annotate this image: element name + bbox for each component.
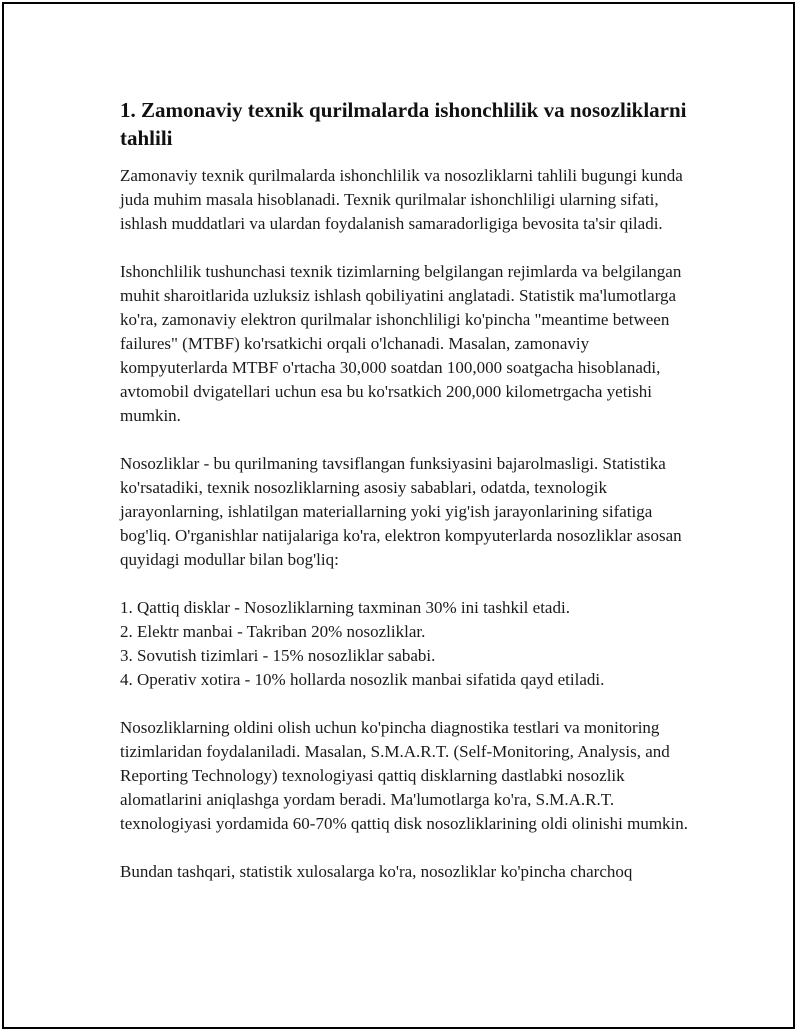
paragraph-failures: Nosozliklar - bu qurilmaning tavsiflangan funksiyasini bajarolmasligi. Statistika ko'rsatadiki, texnik nosozliklarning asosiy sabablari, odatda, texnologik jarayonlarning, ishlatilgan materiallarning yoki yig'ish jarayonlarining sifatiga bog'liq. O'rganishlar natijalariga ko'ra, elektron kompyuterlarda nosozliklar asosan quyidagi modullar bilan bog'liq: (120, 454, 682, 569)
paragraph-prevention: Nosozliklarning oldini olish uchun ko'pincha diagnostika testlari va monitoring tizimlaridan foydalaniladi. Masalan, S.M.A.R.T. (Self-Monitoring, Analysis, and Reporting Technology) texnologiyasi qattiq disklarning dastlabki nosozlik alomatlarini aniqlashga yordam beradi. Ma'lumotlarga ko'ra, S.M.A.R.T. texnologiyasi yordamida 60-70% qattiq disk nosozliklarining oldi olinishi mumkin. (120, 718, 689, 833)
list-item: 4. Operativ xotira - 10% hollarda nosozlik manbai sifatida qayd etiladi. (120, 670, 605, 689)
paragraph-reliability: Ishonchlilik tushunchasi texnik tizimlarning belgilangan rejimlarda va belgilangan muhit sharoitlarida uzluksiz ishlash qobiliyatini anglatadi. Statistik ma'lumotlarga ko'ra, zamonaviy elektron qurilmalar ishonchliligi ko'pincha "meantime between failures" (MTBF) ko'rsatkichi orqali o'lchanadi. Masalan, zamonaviy kompyuterlarda MTBF o'rtacha 30,000 soatdan 100,000 soatgacha hisoblanadi, avtomobil dvigatellari uchun esa bu ko'rsatkich 200,000 kilometrgacha yetishi mumkin. (120, 262, 682, 425)
list-item: 3. Sovutish tizimlari - 15% nosozliklar sababi. (120, 646, 436, 665)
paragraph-intro: Zamonaviy texnik qurilmalarda ishonchlilik va nosozliklarni tahlili bugungi kunda juda muhim masala hisoblanadi. Texnik qurilmalar ishonchliligi ularning sifati, ishlash muddatlari va ulardan foydalanish samaradorligiga bevosita ta'sir qiladi. (120, 166, 683, 233)
failure-module-list (120, 596, 700, 692)
list-item: 1. Qattiq disklar - Nosozliklarning taxminan 30% ini tashkil etadi. (120, 598, 570, 617)
document-body (120, 96, 700, 908)
section-heading: 1. Zamonaviy texnik qurilmalarda ishonchlilik va nosozliklarni tahlili (120, 98, 687, 150)
list-item: 2. Elektr manbai - Takriban 20% nosozliklar. (120, 622, 426, 641)
page-frame (2, 2, 795, 1029)
paragraph-continuation: Bundan tashqari, statistik xulosalarga ko'ra, nosozliklar ko'pincha charchoq (120, 862, 633, 881)
